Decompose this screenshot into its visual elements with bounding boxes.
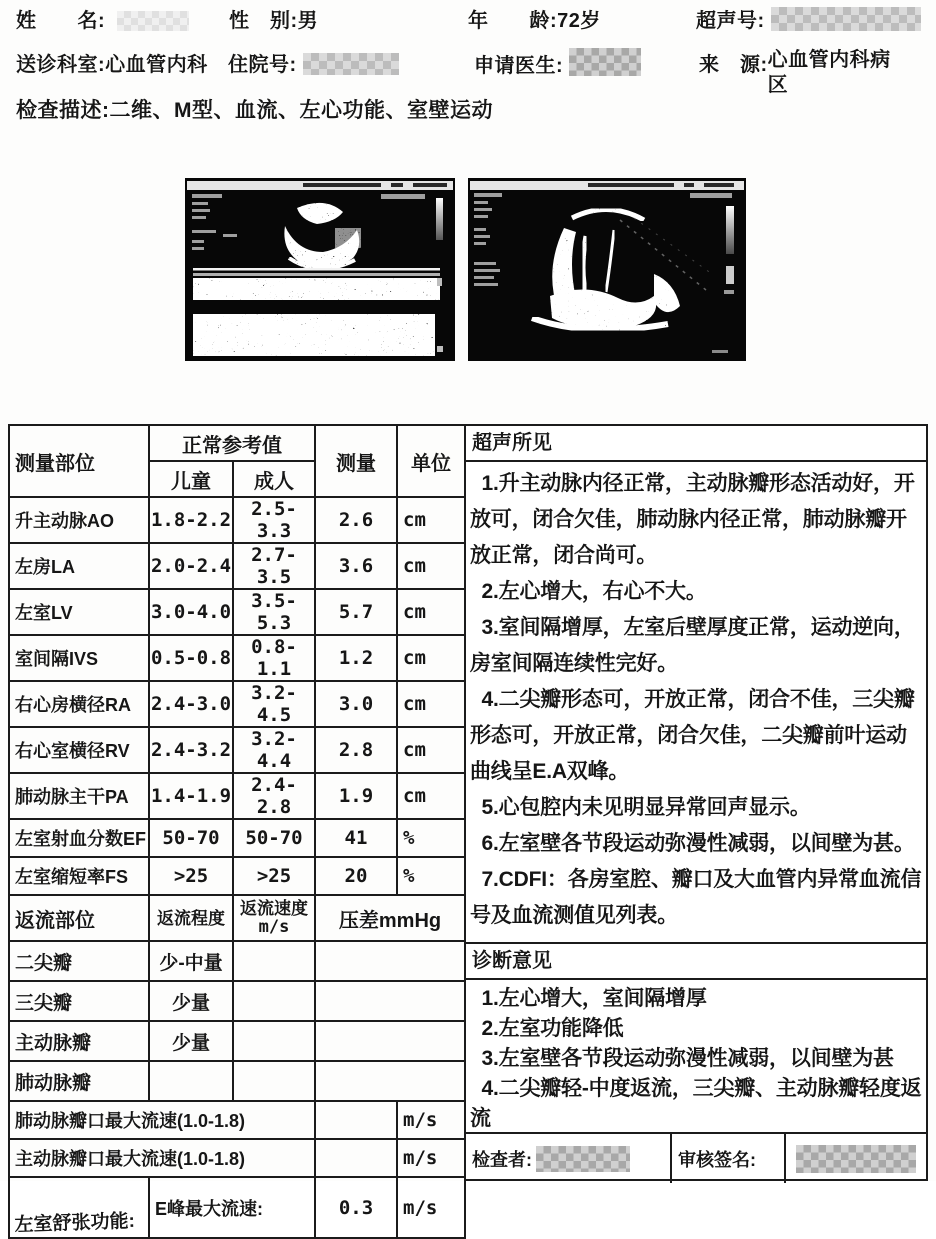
velocity-value-cell: [315, 1101, 397, 1139]
referring-dept-value: 心血管内科: [105, 54, 208, 76]
unit-cell: cm: [397, 727, 465, 773]
table-row: [9, 681, 465, 727]
adult-ref-cell: 50-70: [233, 819, 315, 857]
referring-dept-label: 送诊科室:: [16, 54, 106, 76]
regurg-row: [9, 1061, 465, 1101]
patient-name-redacted: [117, 11, 189, 31]
diagnosis-item: 4.二尖瓣轻-中度返流，三尖瓣、主动脉瓣轻度返流: [470, 1077, 922, 1130]
site-cell: 左室LV: [9, 589, 149, 635]
unit-cell: cm: [397, 497, 465, 543]
site-cell: 左室射血分数EF: [9, 819, 149, 857]
adult-ref-cell: 3.2-4.4: [233, 727, 315, 773]
source-label: 来 源:: [699, 54, 768, 76]
adult-ref-cell: 2.4-2.8: [233, 773, 315, 819]
gradient-cell: [315, 1021, 465, 1061]
exam-description-label: 检查描述:: [16, 99, 110, 122]
requesting-doctor-redacted: [569, 48, 641, 76]
unit-cell: cm: [397, 589, 465, 635]
requesting-doctor-field: [474, 48, 641, 78]
regurg-row: [9, 1021, 465, 1061]
diagnosis-body: [466, 980, 926, 1132]
velocity-row: [9, 1139, 465, 1177]
reviewer-signature-redacted: [796, 1145, 916, 1173]
degree-cell: 少-中量: [149, 941, 233, 981]
diastolic-row: [9, 1177, 465, 1238]
findings-item: 4.二尖瓣形态可，开放正常，闭合不佳，三尖瓣形态可，开放正常，闭合欠佳，二尖瓣前叶运动曲线呈E.A双峰。: [470, 688, 915, 783]
examiner-cell: [466, 1134, 672, 1183]
gradient-cell: [315, 941, 465, 981]
adult-ref-cell: 0.8-1.1: [233, 635, 315, 681]
findings-item: 7.CDFI：各房室腔、瓣口及大血管内异常血流信号及血流测值见列表。: [470, 868, 922, 927]
velocity-value-cell: [315, 1139, 397, 1177]
child-ref-cell: 3.0-4.0: [149, 589, 233, 635]
col-header-measure: 测量: [315, 425, 397, 497]
col-header-regurg-degree: 返流程度: [149, 895, 233, 941]
age-label: 年 龄:: [468, 10, 558, 32]
diagnosis-item: 1.左心增大，室间隔增厚: [481, 987, 707, 1010]
table-row: [9, 589, 465, 635]
exam-description-field: [16, 94, 493, 124]
measurement-table: [8, 424, 466, 1239]
site-cell: 右心房横径RA: [9, 681, 149, 727]
unit-cell: %: [397, 819, 465, 857]
table-header-row: [9, 425, 465, 461]
findings-item: 1.升主动脉内径正常，主动脉瓣形态活动好，开放可，闭合欠佳，肺动脉内径正常，肺动脉瓣开放正常，闭合尚可。: [470, 472, 915, 567]
velocity-unit-cell: m/s: [397, 1139, 465, 1177]
diastolic-label-cell: 左室舒张功能:: [9, 1177, 149, 1238]
measure-cell: 20: [315, 857, 397, 895]
gender-value: 男: [297, 10, 319, 32]
findings-item: 3.室间隔增厚，左室后壁厚度正常，运动逆向，房室间隔连续性完好。: [470, 616, 915, 675]
velocity-unit-cell: m/s: [397, 1101, 465, 1139]
admission-no-redacted: [303, 53, 399, 75]
measure-cell: 1.9: [315, 773, 397, 819]
table-row: [9, 773, 465, 819]
table-row: [9, 857, 465, 895]
findings-title: 超声所见: [466, 426, 926, 462]
site-cell: 室间隔IVS: [9, 635, 149, 681]
regurg-row: [9, 981, 465, 1021]
velocity-row: [9, 1101, 465, 1139]
site-cell: 升主动脉AO: [9, 497, 149, 543]
degree-cell: 少量: [149, 981, 233, 1021]
child-ref-cell: 50-70: [149, 819, 233, 857]
site-cell: 右心室横径RV: [9, 727, 149, 773]
child-ref-cell: 2.4-3.2: [149, 727, 233, 773]
gender-label: 性 别:: [229, 10, 298, 32]
unit-cell: cm: [397, 773, 465, 819]
apical-echo-image: [468, 178, 746, 361]
child-ref-cell: >25: [149, 857, 233, 895]
table-row: [9, 543, 465, 589]
col-header-adult: 成人: [233, 461, 315, 497]
examiner-signature-redacted: [536, 1146, 630, 1172]
findings-item: 6.左室壁各节段运动弥漫性减弱，以间壁为甚。: [481, 832, 915, 855]
measure-cell: 3.6: [315, 543, 397, 589]
exam-no-label: 超声号:: [696, 10, 765, 32]
diagnosis-item: 3.左室壁各节段运动弥漫性减弱，以间壁为甚: [481, 1047, 894, 1070]
site-cell: 左房LA: [9, 543, 149, 589]
valve-cell: 主动脉瓣: [9, 1021, 149, 1061]
findings-body: [466, 462, 926, 944]
child-ref-cell: 1.4-1.9: [149, 773, 233, 819]
reviewer-label-cell: [672, 1134, 786, 1183]
measure-cell: 5.7: [315, 589, 397, 635]
child-ref-cell: 2.0-2.4: [149, 543, 233, 589]
child-ref-cell: 2.4-3.0: [149, 681, 233, 727]
findings-item: 5.心包腔内未见明显异常回声显示。: [481, 796, 811, 819]
examiner-label: 检查者:: [472, 1149, 532, 1170]
epeak-label-cell: E峰最大流速:: [149, 1177, 315, 1238]
col-header-pressure-gradient: 压差mmHg: [315, 895, 465, 941]
report-body: [8, 424, 928, 1237]
unit-cell: cm: [397, 543, 465, 589]
exam-no-redacted: [771, 7, 921, 31]
gender-field: [229, 4, 318, 33]
measure-cell: 3.0: [315, 681, 397, 727]
exam-no-field: [696, 4, 921, 33]
valve-cell: 三尖瓣: [9, 981, 149, 1021]
source-field: [699, 48, 904, 98]
measure-cell: 2.8: [315, 727, 397, 773]
table-row: [9, 497, 465, 543]
text-panel: [466, 424, 928, 1181]
diagnosis-item: 2.左室功能降低: [481, 1017, 624, 1040]
referring-dept-field: [16, 48, 208, 77]
unit-cell: cm: [397, 635, 465, 681]
site-cell: 肺动脉主干PA: [9, 773, 149, 819]
patient-name-label: 姓 名:: [16, 10, 106, 32]
valve-cell: 二尖瓣: [9, 941, 149, 981]
child-ref-cell: 0.5-0.8: [149, 635, 233, 681]
degree-cell: [149, 1061, 233, 1101]
site-cell: 左室缩短率FS: [9, 857, 149, 895]
findings-item: 2.左心增大，右心不大。: [481, 580, 707, 603]
reviewer-signature-cell: [786, 1134, 926, 1183]
col-header-regurg-site: 返流部位: [9, 895, 149, 941]
table-row: [9, 727, 465, 773]
table-row: [9, 819, 465, 857]
unit-cell: cm: [397, 681, 465, 727]
gradient-cell: [315, 1061, 465, 1101]
diagnosis-title: 诊断意见: [466, 942, 926, 980]
unit-cell: %: [397, 857, 465, 895]
epeak-value-cell: 0.3: [315, 1177, 397, 1238]
measure-cell: 41: [315, 819, 397, 857]
age-field: [468, 4, 601, 33]
adult-ref-cell: 3.2-4.5: [233, 681, 315, 727]
patient-name-field: [16, 4, 189, 33]
requesting-doctor-label: 申请医生:: [474, 55, 564, 77]
col-header-site: 测量部位: [9, 425, 149, 497]
measure-cell: 2.6: [315, 497, 397, 543]
valve-cell: 肺动脉瓣: [9, 1061, 149, 1101]
regurg-row: [9, 941, 465, 981]
velocity-cell: [233, 981, 315, 1021]
degree-cell: 少量: [149, 1021, 233, 1061]
source-value: 心血管内科病区: [767, 49, 891, 96]
col-header-unit: 单位: [397, 425, 465, 497]
velocity-label-cell: 主动脉瓣口最大流速(1.0-1.8): [9, 1139, 315, 1177]
velocity-label-cell: 肺动脉瓣口最大流速(1.0-1.8): [9, 1101, 315, 1139]
col-header-regurg-velocity: 返流速度 m/s: [233, 895, 315, 941]
epeak-unit-cell: m/s: [397, 1177, 465, 1238]
col-header-reference: 正常参考值: [149, 425, 315, 461]
exam-description-value: 二维、M型、血流、左心功能、室壁运动: [109, 99, 493, 122]
reviewer-label: 审核签名:: [678, 1149, 756, 1170]
signature-row: [466, 1132, 926, 1183]
child-ref-cell: 1.8-2.2: [149, 497, 233, 543]
adult-ref-cell: >25: [233, 857, 315, 895]
velocity-cell: [233, 1021, 315, 1061]
admission-no-field: [228, 48, 399, 77]
measure-cell: 1.2: [315, 635, 397, 681]
gradient-cell: [315, 981, 465, 1021]
regurg-header-row: [9, 895, 465, 941]
age-value: 72岁: [557, 10, 601, 32]
admission-no-label: 住院号:: [228, 54, 297, 76]
velocity-cell: [233, 1061, 315, 1101]
mmode-echo-image: [185, 178, 455, 361]
adult-ref-cell: 3.5-5.3: [233, 589, 315, 635]
adult-ref-cell: 2.5-3.3: [233, 497, 315, 543]
adult-ref-cell: 2.7-3.5: [233, 543, 315, 589]
table-row: [9, 635, 465, 681]
col-header-child: 儿童: [149, 461, 233, 497]
velocity-cell: [233, 941, 315, 981]
